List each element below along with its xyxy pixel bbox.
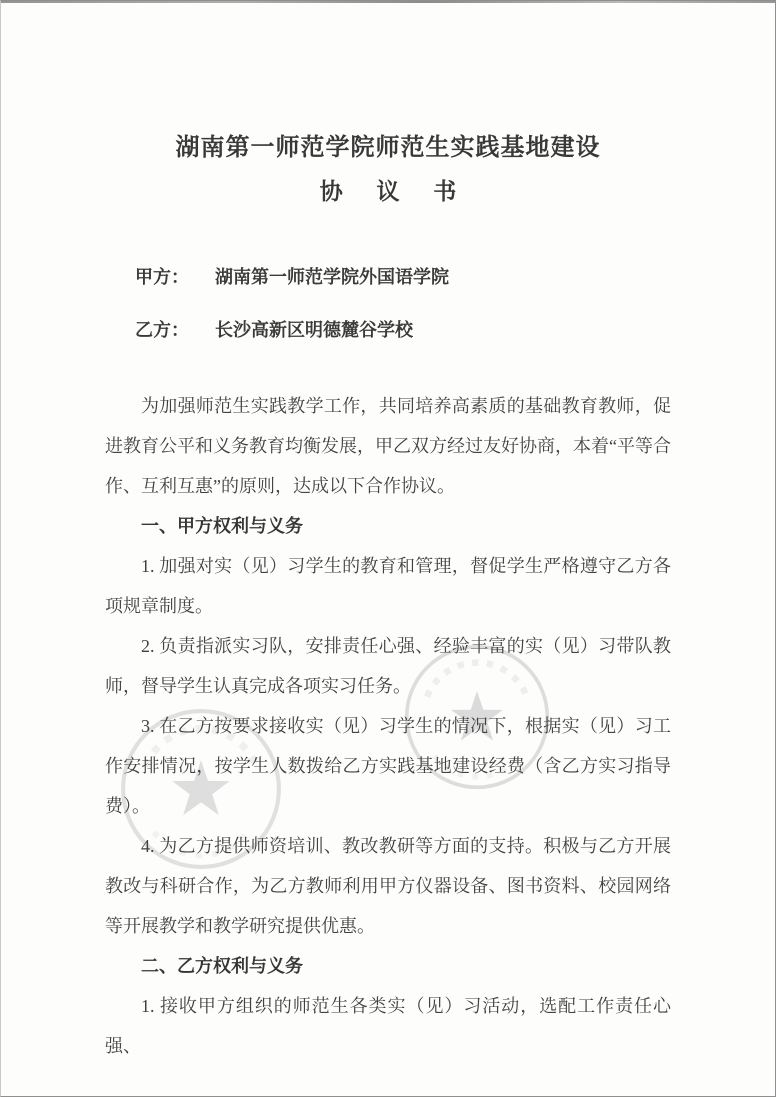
parties-block [105, 263, 671, 344]
party-a-line [135, 263, 671, 291]
intro-paragraph: 为加强师范生实践教学工作，共同培养高素质的基础教育教师，促进教育公平和义务教育均衡发展，甲乙双方经过友好协商，本着“平等合作、互利互惠”的原则，达成以下合作协议。 [105, 396, 671, 496]
section-1-item-2: 2. 负责指派实习队，安排责任心强、经验丰富的实（见）习带队教师，督导学生认真完成各项实习任务。 [105, 636, 671, 696]
section-1-item-4: 4. 为乙方提供师资培训、教改教研等方面的支持。积极与乙方开展教改与科研合作，为乙方教师利用甲方仪器设备、图书资料、校园网络等开展教学和教学研究提供优惠。 [105, 836, 671, 936]
party-a-label: 甲方： [135, 267, 189, 287]
section-1-item-1: 1. 加强对实（见）习学生的教育和管理，督促学生严格遵守乙方各项规章制度。 [105, 556, 671, 616]
party-b-label: 乙方： [135, 320, 189, 340]
section-2-heading: 二、乙方权利与义务 [141, 956, 303, 976]
section-1-heading: 一、甲方权利与义务 [141, 516, 303, 536]
party-a-name: 湖南第一师范学院外国语学院 [215, 267, 449, 287]
party-b-name: 长沙高新区明德麓谷学校 [215, 320, 413, 340]
document-title-line2: 协 议 书 [319, 179, 471, 204]
section-2-item-1: 1. 接收甲方组织的师范生各类实（见）习活动，选配工作责任心强、 [105, 996, 671, 1056]
section-1-item-3: 3. 在乙方按要求接收实（见）习学生的情况下，根据实（见）习工作安排情况，按学生人数拨给乙方实践基地建设经费（含乙方实习指导费）。 [105, 716, 671, 816]
party-b-line [135, 316, 671, 344]
agreement-body [105, 386, 671, 1066]
document-title-line1: 湖南第一师范学院师范生实践基地建设 [175, 135, 601, 161]
document-content [1, 1, 775, 1066]
